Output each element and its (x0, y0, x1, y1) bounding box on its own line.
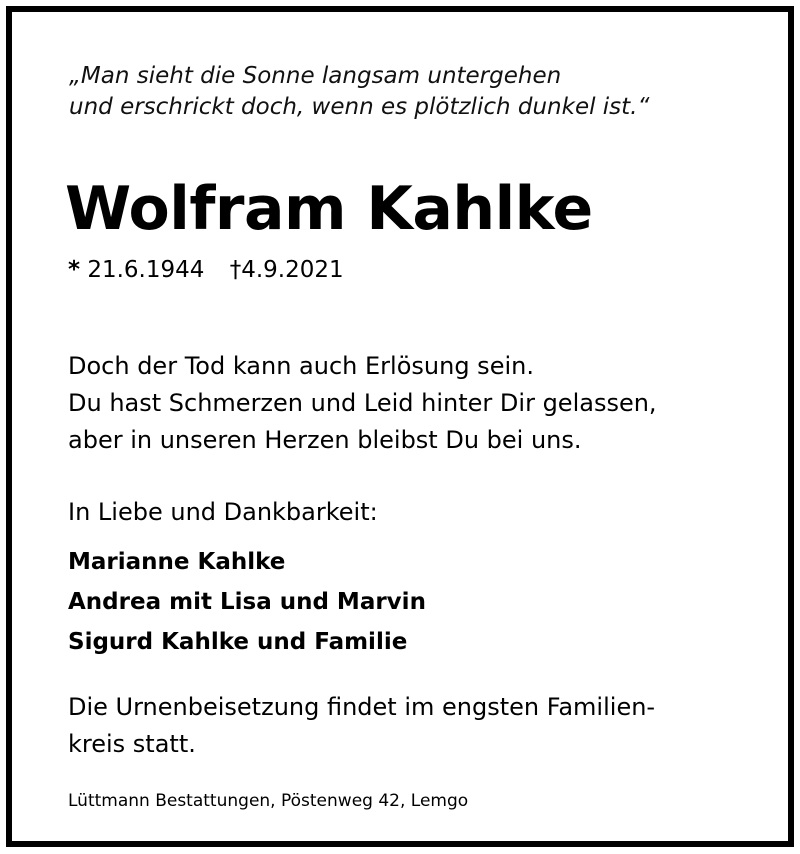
quote-line-2: und erschrickt doch, wenn es plötzlich dunkel ist.“ (69, 94, 650, 120)
message-line-1: Doch der Tod kann auch Erlösung sein. (68, 352, 534, 380)
notice-line-1: Die Urnenbeisetzung findet im engsten Familien- (68, 693, 656, 721)
birth-date: 21.6.1944 (87, 257, 205, 283)
burial-notice (68, 689, 655, 763)
life-dates (68, 255, 344, 285)
thanks-label: In Liebe und Dankbarkeit: (68, 498, 378, 526)
obituary-quote (69, 61, 649, 123)
deceased-name: Wolfram Kahlke (65, 174, 593, 244)
notice-line-2: kreis statt. (68, 730, 196, 758)
mourner-name: Marianne Kahlke (68, 549, 286, 575)
message-line-3: aber in unseren Herzen bleibst Du bei uns. (68, 426, 582, 454)
mourners-list (68, 542, 426, 662)
death-date: 4.9.2021 (241, 257, 344, 283)
funeral-home-footer: Lüttmann Bestattungen, Pöstenweg 42, Lemgo (68, 791, 469, 811)
death-symbol: † (229, 257, 242, 283)
mourner-name: Sigurd Kahlke und Familie (68, 629, 408, 655)
message-line-2: Du hast Schmerzen und Leid hinter Dir gelassen, (68, 389, 657, 417)
quote-line-1: „Man sieht die Sonne langsam untergehen (69, 63, 562, 89)
obituary-content (12, 12, 788, 841)
condolence-message (68, 348, 657, 459)
birth-symbol: * (68, 257, 81, 283)
obituary-frame (6, 6, 794, 847)
mourner-name: Andrea mit Lisa und Marvin (68, 589, 426, 615)
